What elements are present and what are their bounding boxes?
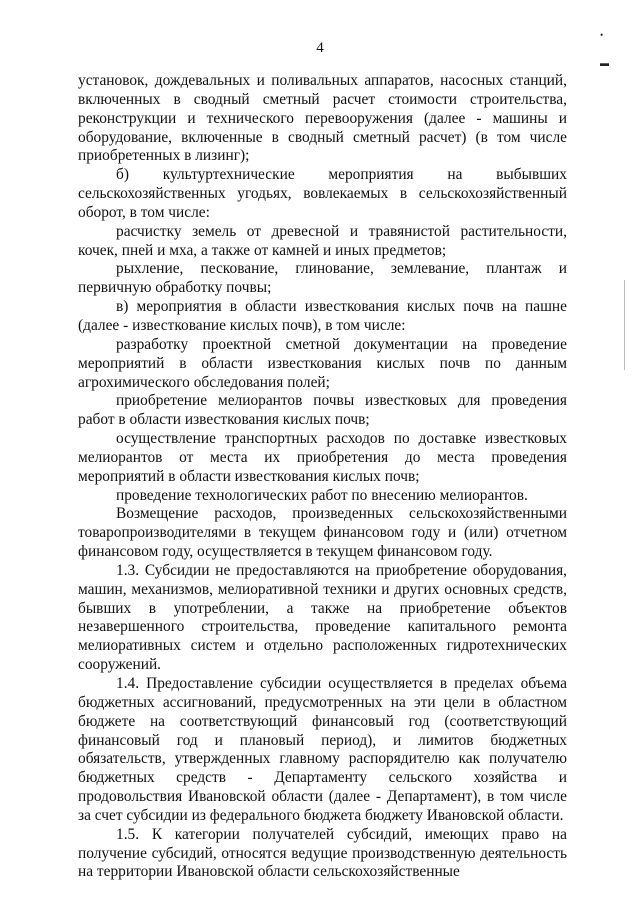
paragraph: разработку проектной сметной документации на проведение мероприятий в области известкования кислых почв по данным агрохимического обследования полей; bbox=[78, 335, 567, 391]
document-body bbox=[78, 72, 567, 882]
scan-line bbox=[624, 280, 625, 370]
page-number: 4 bbox=[316, 40, 324, 56]
paragraph: осуществление транспортных расходов по доставке известковых мелиорантов от места их приобретения до места проведения мероприятий в области известкования кислых почв; bbox=[78, 430, 567, 485]
paragraph: установок, дождевальных и поливальных аппаратов, насосных станций, включенных в сводный сметный расчет стоимости строительства, реконструкции и технического перевооружения (далее - машины и оборудование, включенные в сводный сметный расчет) (в том числе приобретенных в лизинг); bbox=[78, 72, 567, 165]
paragraph: 1.5. К категории получателей субсидий, имеющих право на получение субсидий, относятся ведущие производственную деятельность на территории Ивановской области сельскохозяйственные bbox=[78, 825, 567, 881]
paragraph: Возмещение расходов, произведенных сельскохозяйственными товаропроизводителями в текущем финансовом году и (или) отчетном финансовом году, осуществляется в текущем финансовом году. bbox=[78, 505, 567, 561]
paragraph: в) мероприятия в области известкования кислых почв на пашне (далее - известкование кислых почв), в том числе: bbox=[78, 298, 567, 334]
paragraph: проведение технологических работ по внесению мелиорантов. bbox=[116, 486, 528, 504]
paragraph: рыхление, пескование, глинование, землевание, плантаж и первичную обработку почвы; bbox=[78, 260, 567, 297]
scan-mark: • bbox=[600, 30, 604, 40]
paragraph: б) культуртехнические мероприятия на выбывших сельскохозяйственных угодьях, вовлекаемых в сельскохозяйственный оборот, в том числе: bbox=[78, 166, 567, 221]
scan-mark: ▬ bbox=[600, 58, 609, 68]
paragraph: приобретение мелиорантов почвы известковых для проведения работ в области известкования кислых почв; bbox=[78, 392, 567, 429]
paragraph: 1.3. Субсидии не предоставляются на приобретение оборудования, машин, механизмов, мелиоративной техники и других основных средств, бывших в употреблении, а также на приобретение объектов незавершенного строительства, проведение капитального ремонта мелиоративных систем и отдельно расположенных гидротехнических сооружений. bbox=[78, 561, 567, 674]
paragraph: 1.4. Предоставление субсидии осуществляется в пределах объема бюджетных ассигнований, предусмотренных на эти цели в областном бюджете на соответствующий финансовый год (соответствующий финансовый год и плановый период), и лимитов бюджетных обязательств, утвержденных главному распорядителю как получателю бюджетных средств - Департаменту сельского хозяйства и продовольствия Ивановской области (далее - Департамент), в том числе за счет субсидии из федерального бюджета бюджету Ивановской области. bbox=[78, 675, 567, 824]
paragraph: расчистку земель от древесной и травянистой растительности, кочек, пней и мха, а также от камней и иных предметов; bbox=[78, 222, 567, 259]
